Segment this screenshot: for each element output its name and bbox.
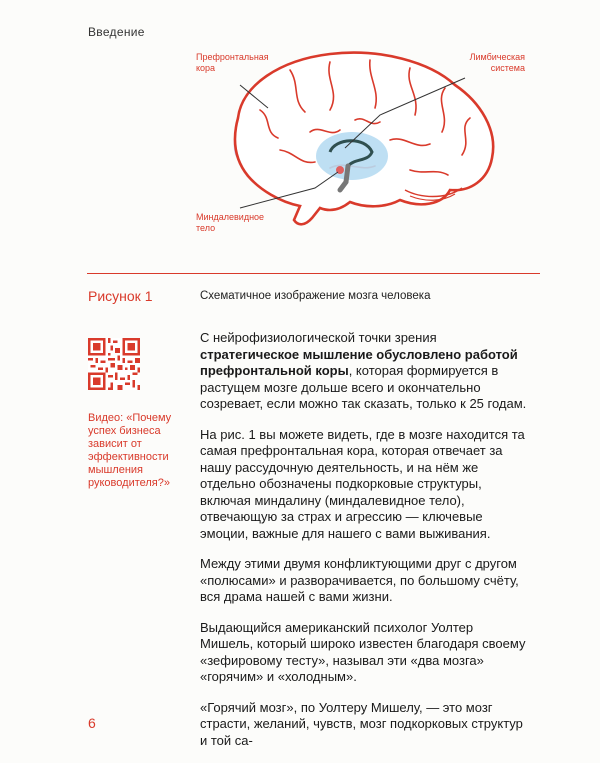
- label-amygdala: Миндалевидное тело: [196, 212, 265, 233]
- paragraph: На рис. 1 вы можете видеть, где в мозге находится та самая префронтальная кора, которая отвечает за нашу рассудочную деятельность, и на нём же отдельно обозначены подкорковые структуры, включая миндалину (миндалевидное тело), отвечающую за страх и агрессию — ключевые эмоции, важные для нашего с вами выживания.: [200, 426, 525, 541]
- limbic-region: [316, 132, 388, 180]
- emphasis: стратегическое мышление обусловлено работой префронтальной коры: [200, 346, 518, 378]
- paragraph: С нейрофизиологической точки зрения стратегическое мышление обусловлено работой префронтальной коры, которая формируется в растущем мозге дольше всего и окончательно созревает, если можно так сказать, только к 25 годам.: [200, 330, 527, 411]
- body-text: [200, 330, 530, 763]
- page-number: 6: [88, 715, 96, 731]
- figure-number: Рисунок 1: [88, 288, 153, 304]
- brain-figure: [180, 40, 540, 265]
- caption-divider: [87, 273, 540, 274]
- qr-code-icon[interactable]: [88, 338, 140, 390]
- label-limbic-system: Лимбическая система: [469, 52, 525, 73]
- section-title: Введение: [88, 25, 145, 39]
- paragraph: Между этими двумя конфликтующими друг с другом «полюсами» и разворачивается, по большому счёту, вся драма нашей с вами жизни.: [200, 556, 519, 604]
- video-note[interactable]: Видео: «Почему успех бизнеса зависит от эффективности мышления руководителя?»: [88, 412, 172, 489]
- label-prefrontal-cortex: Префронтальная кора: [196, 52, 269, 73]
- figure-caption: Схематичное изображение мозга человека: [200, 290, 431, 302]
- paragraph: Выдающийся американский психолог Уолтер Мишель, который широко известен благодаря своему «зефировому тесту», называл эти «два мозга» «горячим» и «холодным».: [200, 619, 526, 684]
- paragraph: «Горячий мозг», по Уолтеру Мишелу, — это мозг страсти, желаний, чувств, мозг подкорковых структур и той са-: [200, 699, 523, 748]
